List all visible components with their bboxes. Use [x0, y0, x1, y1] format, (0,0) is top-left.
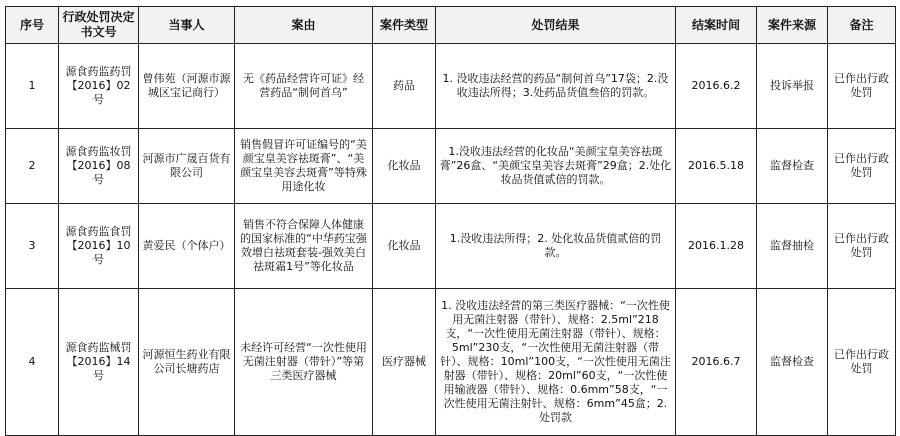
cell-reason: 销售不符合保障人体健康的国家标准的“中华药宝强效增白祛斑套装-强效美白祛斑霜1号”等化妆品: [235, 204, 373, 289]
cell-party: 河源市广晟百货有限公司: [139, 129, 235, 204]
header-type: 案件类型: [373, 7, 436, 44]
cell-reason: 未经许可经营“一次性使用无菌注射器（带针）”等第三类医疗器械: [235, 289, 373, 436]
cell-type: 医疗器械: [373, 289, 436, 436]
cell-party: 黄爱民（个体户）: [139, 204, 235, 289]
cell-remark: 已作出行政处罚: [828, 129, 896, 204]
header-date: 结案时间: [676, 7, 757, 44]
header-reason: 案由: [235, 7, 373, 44]
cell-result: 1.没收违法所得；2. 处化妆品货值贰倍的罚款。: [436, 204, 676, 289]
cell-index: 3: [6, 204, 59, 289]
header-doc-no: 行政处罚决定书文号: [59, 7, 139, 44]
cell-source: 监督抽检: [757, 204, 828, 289]
penalty-table: [5, 6, 896, 436]
header-remark: 备注: [828, 7, 896, 44]
cell-index: 2: [6, 129, 59, 204]
cell-source: 监督检查: [757, 129, 828, 204]
cell-date: 2016.5.18: [676, 129, 757, 204]
header-result: 处罚结果: [436, 7, 676, 44]
table-row: [6, 44, 896, 129]
cell-party: 曾伟苑（河源市源城区宝记商行）: [139, 44, 235, 129]
cell-date: 2016.6.7: [676, 289, 757, 436]
cell-type: 化妆品: [373, 129, 436, 204]
cell-result: 1. 没收违法经营的第三类医疗器械：“一次性使用无菌注射器（带针）、规格：2.5ml”218支，“一次性使用无菌注射器（带针）、规格：5ml”230支，“一次性使用无菌注射器（带针）、规格：10ml”100支，“一次性使用无菌注射器（带针）、规格：20ml”60支，“一次性使用输液器（带针）、规格：0.6mm”58支，“一次性使用无菌注射针、规格：6mm”45盒；2.处罚款: [436, 289, 676, 436]
cell-source: 投诉举报: [757, 44, 828, 129]
cell-type: 药品: [373, 44, 436, 129]
cell-doc-no: 源食药监械罚【2016】14号: [59, 289, 139, 436]
cell-date: 2016.1.28: [676, 204, 757, 289]
cell-result: 1.没收违法经营的化妆品“美颜宝皇美容祛斑膏”26盒、“美颜宝皇美容去斑膏”29盒；2.处化妆品货值贰倍的罚款。: [436, 129, 676, 204]
header-row: [6, 7, 896, 44]
table-row: [6, 129, 896, 204]
cell-doc-no: 源食药监妆罚【2016】08号: [59, 129, 139, 204]
cell-source: 监督检查: [757, 289, 828, 436]
cell-doc-no: 源食药监食罚【2016】10号: [59, 204, 139, 289]
table-row: [6, 204, 896, 289]
header-party: 当事人: [139, 7, 235, 44]
cell-result: 1. 没收违法经营的药品“制何首乌”17袋；2.没收违法所得；3.处药品货值叁倍的罚款。: [436, 44, 676, 129]
cell-type: 化妆品: [373, 204, 436, 289]
cell-index: 1: [6, 44, 59, 129]
header-index: 序号: [6, 7, 59, 44]
cell-reason: 无《药品经营许可证》经营药品“制何首乌”: [235, 44, 373, 129]
table-row: [6, 289, 896, 436]
cell-doc-no: 源食药监药罚【2016】02号: [59, 44, 139, 129]
cell-remark: 已作出行政处罚: [828, 204, 896, 289]
cell-date: 2016.6.2: [676, 44, 757, 129]
cell-remark: 已作出行政处罚: [828, 44, 896, 129]
cell-remark: 已作出行政处罚: [828, 289, 896, 436]
header-source: 案件来源: [757, 7, 828, 44]
cell-reason: 销售假冒许可证编号的“美颜宝皇美容祛斑膏”、“美颜宝皇美容去斑膏”等特殊用途化妆: [235, 129, 373, 204]
cell-party: 河源恒生药业有限公司长塘药店: [139, 289, 235, 436]
cell-index: 4: [6, 289, 59, 436]
